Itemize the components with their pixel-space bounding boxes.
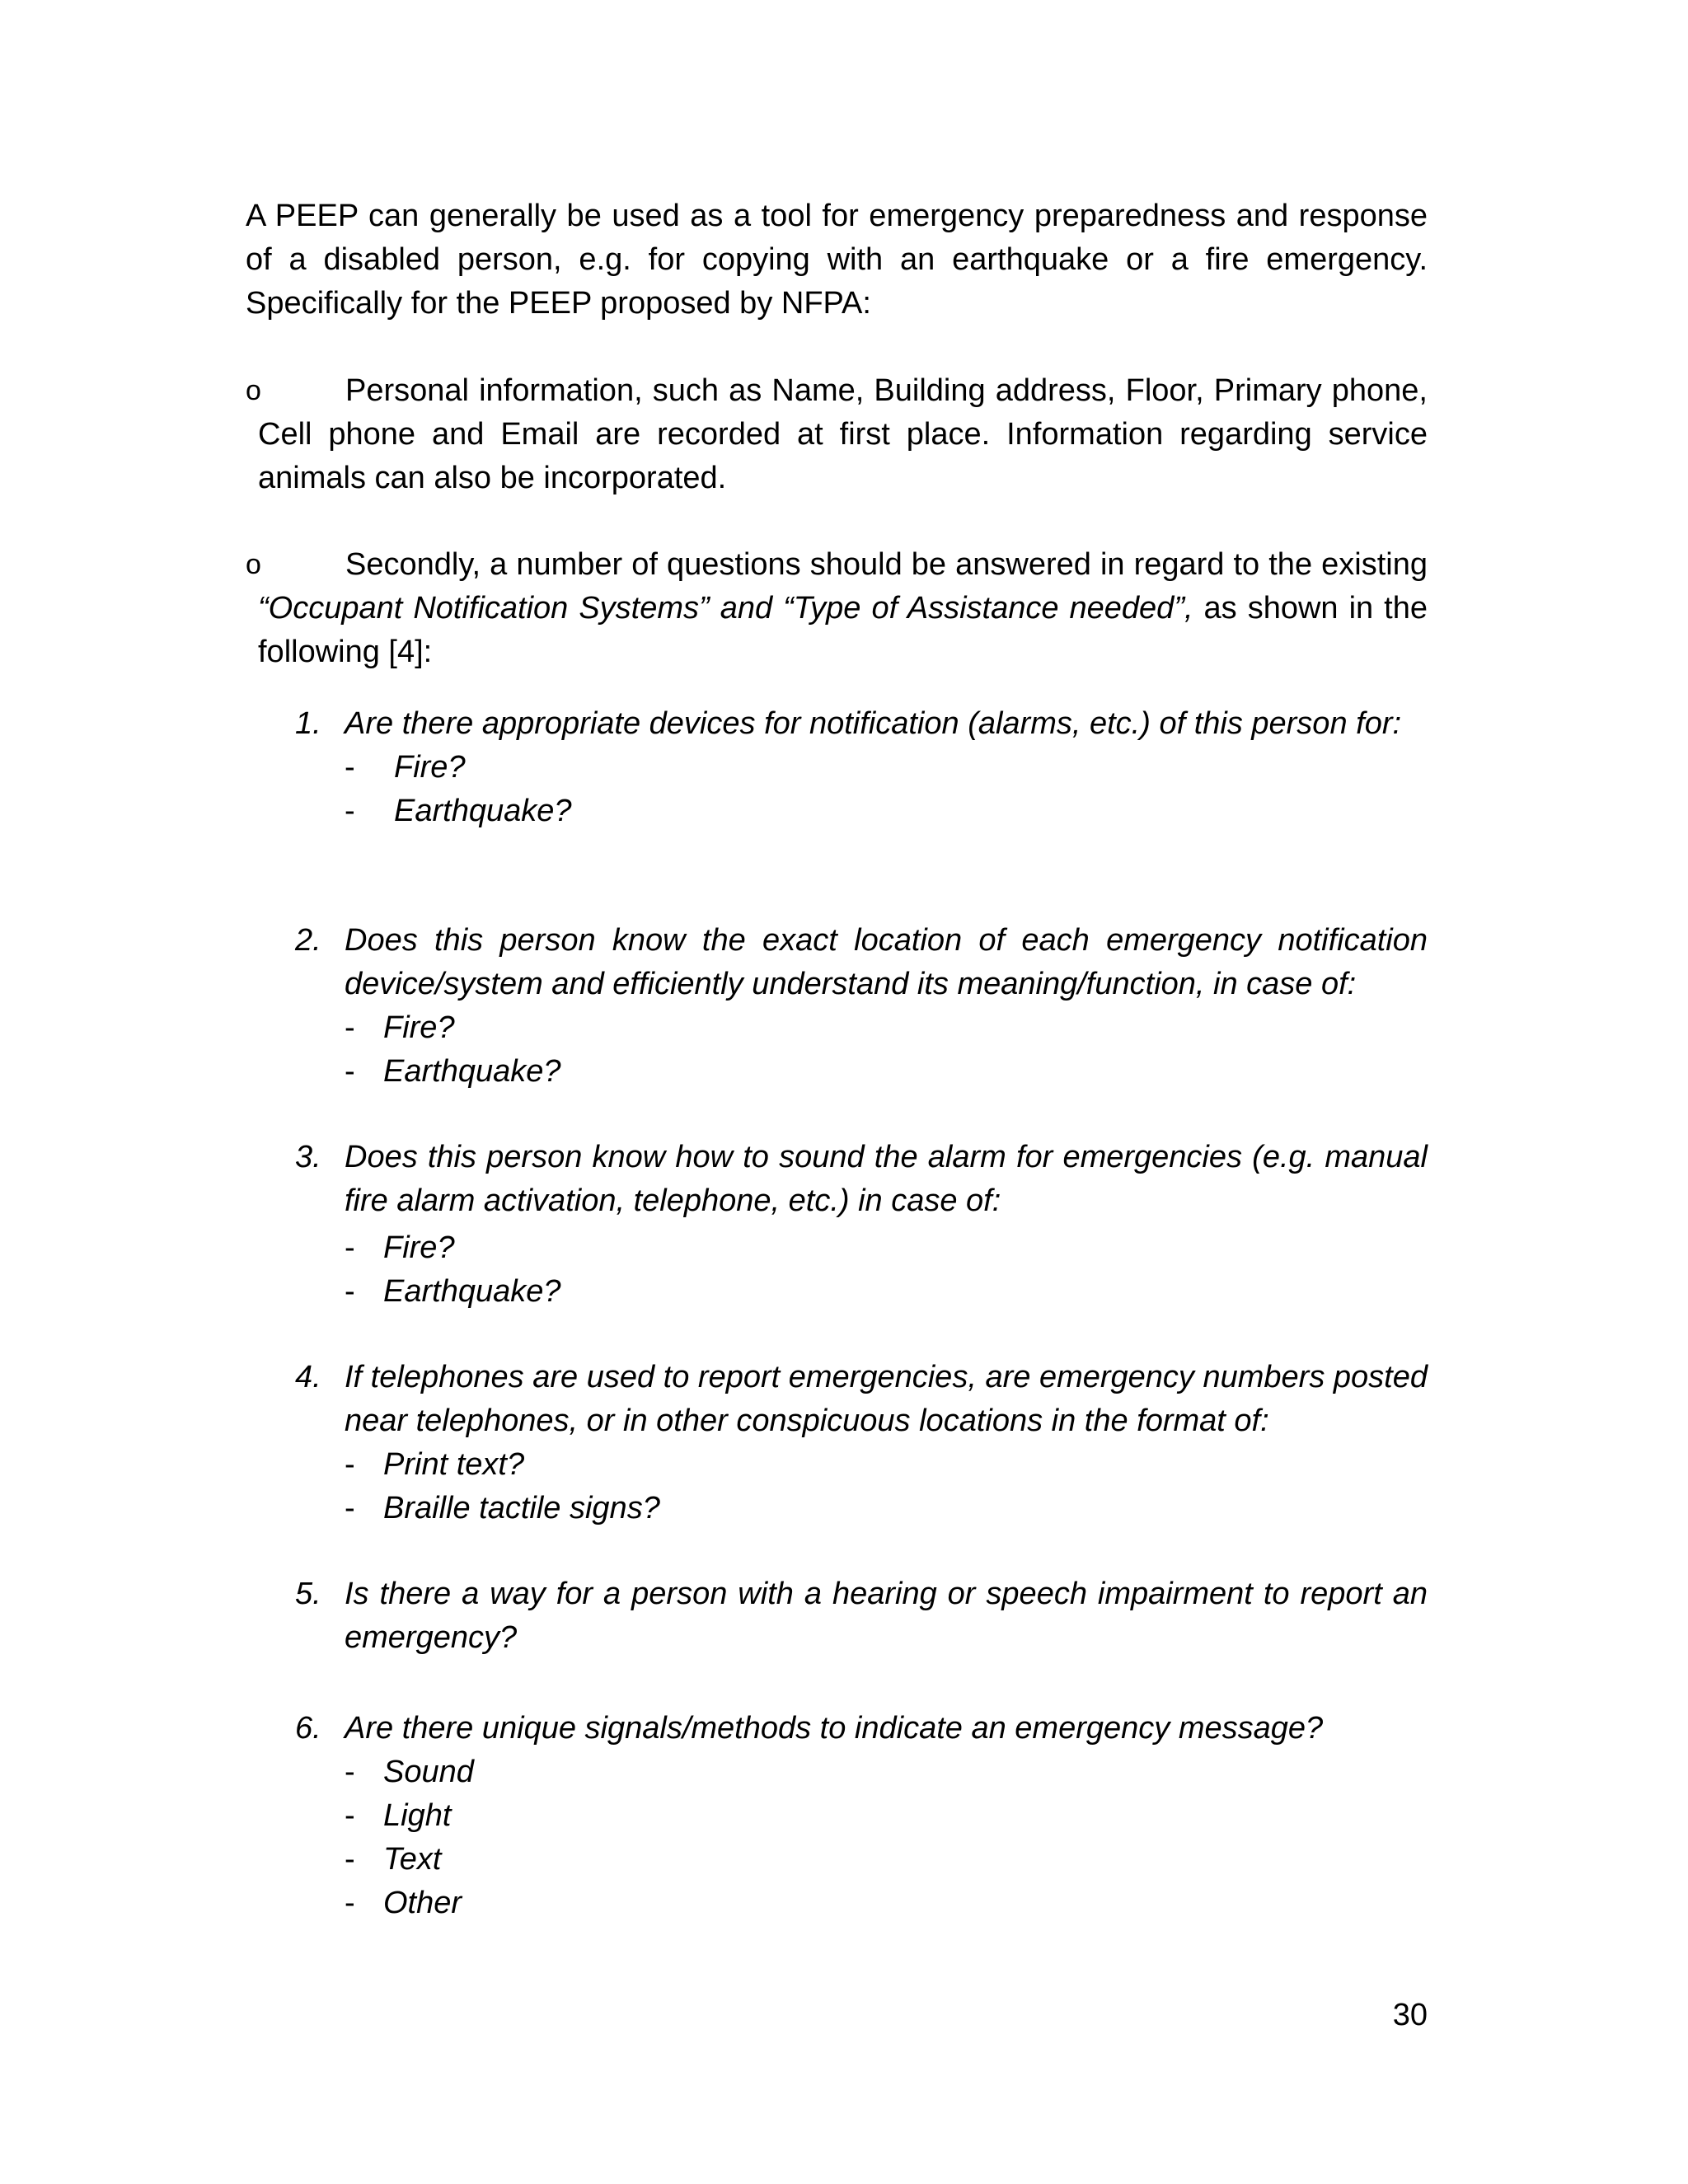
question-option: - Fire?	[345, 1226, 1428, 1270]
question-options	[345, 1006, 1428, 1094]
dash-marker: -	[345, 1010, 355, 1045]
page-number: 30	[1392, 1998, 1428, 2032]
dash-marker: -	[345, 1755, 355, 1789]
question-option: - Other	[345, 1882, 1428, 1925]
question-number: 2.	[295, 923, 321, 958]
question-options	[345, 1750, 1428, 1925]
question-1	[295, 702, 1428, 833]
question-number: 3.	[295, 1140, 321, 1174]
question-option: - Braille tactile signs?	[345, 1487, 1428, 1530]
question-option: - Fire?	[345, 1006, 1428, 1050]
bullet-personal-information	[246, 369, 1428, 500]
question-option: - Earthquake?	[345, 1270, 1428, 1314]
question-number: 1.	[295, 706, 321, 741]
question-text: Are there appropriate devices for notification (alarms, etc.) of this person for:	[345, 706, 1402, 741]
question-option: - Light	[345, 1794, 1428, 1838]
question-option: - Earthquake?	[345, 790, 1428, 833]
question-text: Does this person know the exact location of each emergency notification device/system and efficiently understand its meaning/function, in case of:	[345, 923, 1428, 1001]
bullet-questions-intro	[246, 543, 1428, 674]
intro-paragraph: A PEEP can generally be used as a tool for emergency preparedness and response of a disabled person, e.g. for copying with an earthquake or a fire emergency. Specifically for the PEEP proposed by NFPA:	[246, 199, 1428, 321]
dash-marker: -	[345, 1230, 355, 1265]
question-option: - Print text?	[345, 1443, 1428, 1487]
dash-marker: -	[345, 1447, 355, 1482]
bullet-marker: o	[246, 375, 261, 406]
bullet-text-before: Secondly, a number of questions should be answered in regard to the existing	[345, 547, 1428, 582]
question-number: 6.	[295, 1711, 321, 1746]
question-4	[295, 1356, 1428, 1530]
bullet-text-italic: “Occupant Notification Systems” and “Type of Assistance needed”,	[258, 591, 1193, 626]
question-text: Is there a way for a person with a hearing or speech impairment to report an emergency?	[345, 1577, 1428, 1655]
bullet-text: Personal information, such as Name, Building address, Floor, Primary phone, Cell phone and Email are recorded at first place. Information regarding service animals can also be incorporated.	[258, 373, 1428, 495]
question-number: 5.	[295, 1577, 321, 1611]
dash-marker: -	[345, 1886, 355, 1920]
dash-marker: -	[345, 1842, 355, 1877]
dash-marker: -	[345, 1798, 355, 1833]
question-option: - Fire?	[345, 746, 1428, 790]
question-options	[345, 1226, 1428, 1314]
bullet-text-after: as shown in the following [4]:	[258, 591, 1428, 669]
question-text: Are there unique signals/methods to indicate an emergency message?	[345, 1711, 1324, 1746]
question-3	[295, 1136, 1428, 1314]
question-option: - Sound	[345, 1750, 1428, 1794]
bullet-text	[258, 543, 1428, 674]
question-text: Does this person know how to sound the alarm for emergencies (e.g. manual fire alarm activation, telephone, etc.) in case of:	[345, 1140, 1428, 1218]
dash-marker: -	[345, 1054, 355, 1089]
question-text: If telephones are used to report emergencies, are emergency numbers posted near telephones, or in other conspicuous locations in the format of:	[345, 1360, 1428, 1438]
question-option: - Text	[345, 1838, 1428, 1882]
question-2	[295, 919, 1428, 1094]
question-options	[345, 1443, 1428, 1530]
dash-marker: -	[345, 750, 355, 785]
bullet-marker: o	[246, 549, 261, 580]
dash-marker: -	[345, 1274, 355, 1309]
question-number: 4.	[295, 1360, 321, 1394]
question-6	[295, 1707, 1428, 1925]
question-option: - Earthquake?	[345, 1050, 1428, 1094]
question-options	[345, 746, 1428, 833]
question-5	[295, 1572, 1428, 1660]
dash-marker: -	[345, 1491, 355, 1526]
dash-marker: -	[345, 794, 355, 828]
